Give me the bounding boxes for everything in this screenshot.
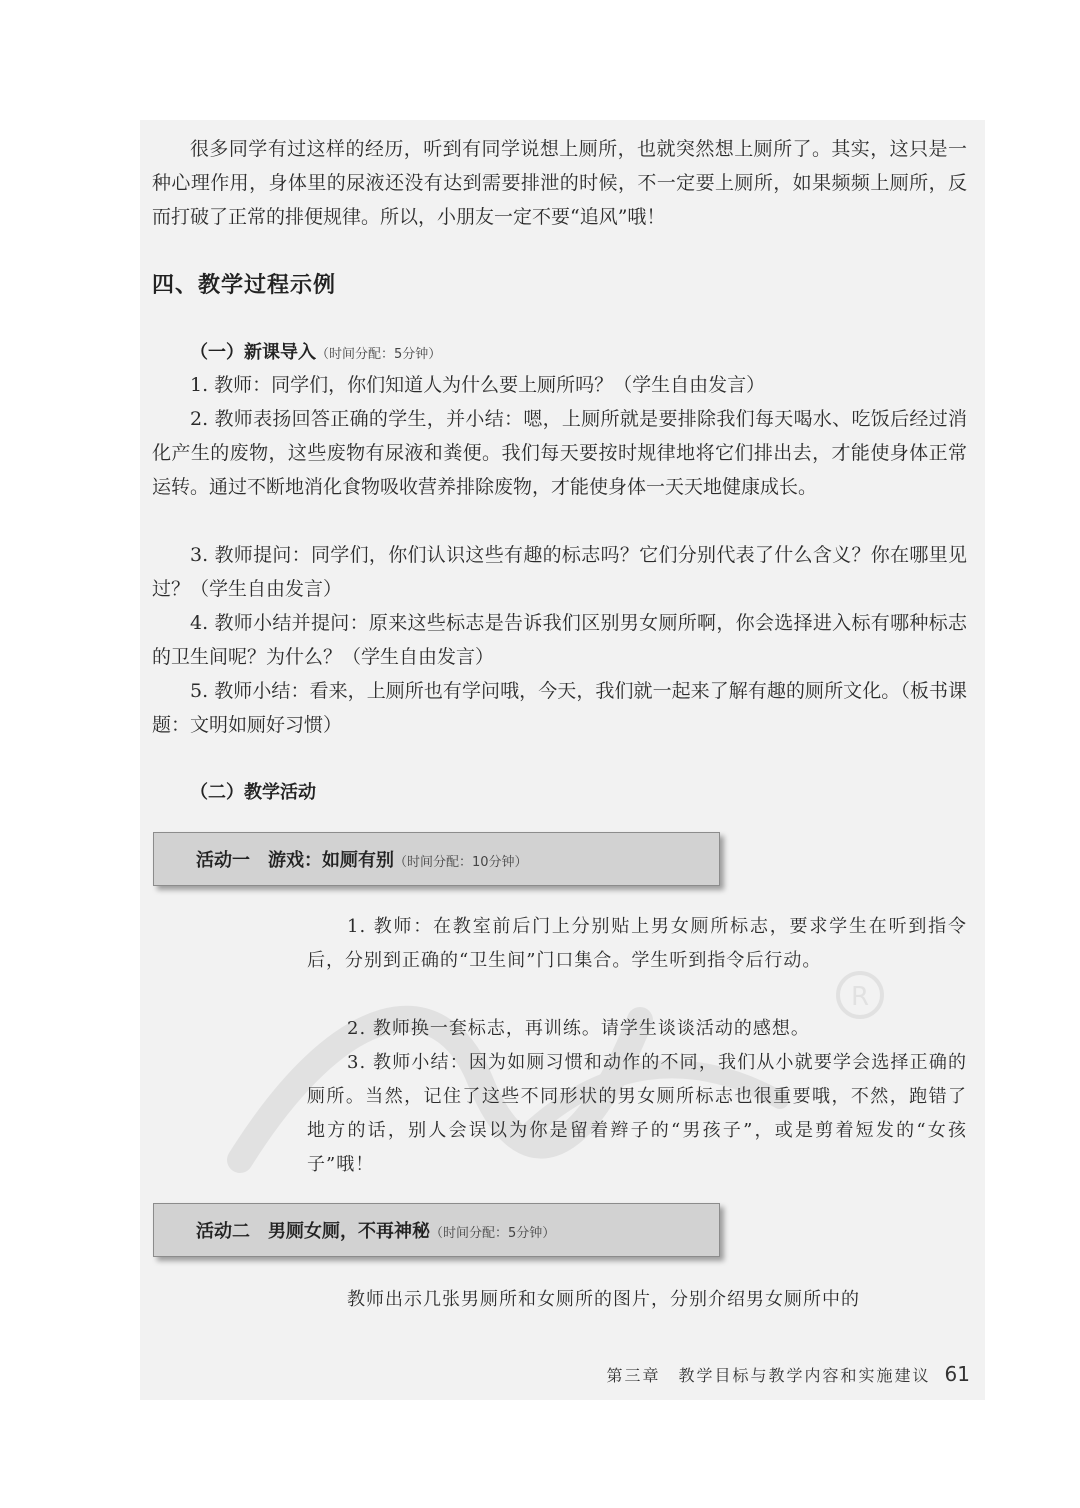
activity1-item-1: 1. 教师：在教室前后门上分别贴上男女厕所标志，要求学生在听到指令后，分别到正确的“卫生间”门口集合。学生听到指令后行动。 [307, 916, 967, 971]
activity2-time-note: （时间分配：5分钟） [430, 1226, 556, 1241]
part1-heading [190, 338, 441, 364]
activity2-title: 活动二 男厕女厕，不再神秘 [196, 1221, 430, 1242]
activity2-title-line [196, 1217, 555, 1243]
page-number: 61 [944, 1362, 970, 1386]
part1-time-note: （时间分配：5分钟） [316, 347, 442, 362]
activity1-banner [153, 832, 720, 886]
part1-item-5: 5. 教师小结：看来，上厕所也有学问哦，今天，我们就一起来了解有趣的厕所文化。（板书课题：文明如厕好习惯） [152, 680, 967, 736]
section-heading: 四、教学过程示例 [152, 273, 337, 298]
activity1-item-2: 2. 教师换一套标志，再训练。请学生谈谈活动的感想。 [347, 1018, 810, 1039]
part1-item-2: 2. 教师表扬回答正确的学生，并小结：嗯，上厕所就是要排除我们每天喝水、吃饭后经过消化产生的废物，这些废物有尿液和粪便。我们每天要按时规律地将它们排出去，才能使身体正常运转。通过不断地消化食物吸收营养排除废物，才能使身体一天天地健康成长。 [152, 408, 967, 498]
activity1-title: 活动一 游戏：如厕有别 [196, 850, 394, 871]
activity1-time-note: （时间分配：10分钟） [394, 855, 528, 870]
page-footer [607, 1362, 970, 1386]
part1-item-3: 3. 教师提问：同学们，你们认识这些有趣的标志吗？它们分别代表了什么含义？你在哪里见过？（学生自由发言） [152, 544, 967, 600]
activity2-banner [153, 1203, 720, 1257]
activity2-text: 教师出示几张男厕所和女厕所的图片，分别介绍男女厕所中的 [347, 1289, 860, 1310]
activity1-item-3: 3. 教师小结：因为如厕习惯和动作的不同，我们从小就要学会选择正确的厕所。当然，记住了这些不同形状的男女厕所标志也很重要哦，不然，跑错了地方的话，别人会误以为你是留着辫子的“男孩子”，或是剪着短发的“女孩子”哦！ [307, 1052, 967, 1175]
part2-heading: （二）教学活动 [190, 782, 316, 803]
part1-item-1: 1. 教师：同学们，你们知道人为什么要上厕所吗？（学生自由发言） [190, 374, 766, 396]
svg-text:R: R [851, 982, 870, 1012]
activity1-title-line [196, 846, 528, 872]
chapter-title: 第三章 教学目标与教学内容和实施建议 [606, 1366, 931, 1385]
intro-paragraph: 很多同学有过这样的经历，听到有同学说想上厕所，也就突然想上厕所了。其实，这只是一种心理作用，身体里的尿液还没有达到需要排泄的时候，不一定要上厕所，如果频频上厕所，反而打破了正常的排便规律。所以，小朋友一定不要“追风”哦！ [152, 138, 967, 228]
part1-item-4: 4. 教师小结并提问：原来这些标志是告诉我们区别男女厕所啊，你会选择进入标有哪种标志的卫生间呢？为什么？（学生自由发言） [152, 612, 967, 668]
part1-title: （一）新课导入 [190, 342, 316, 363]
